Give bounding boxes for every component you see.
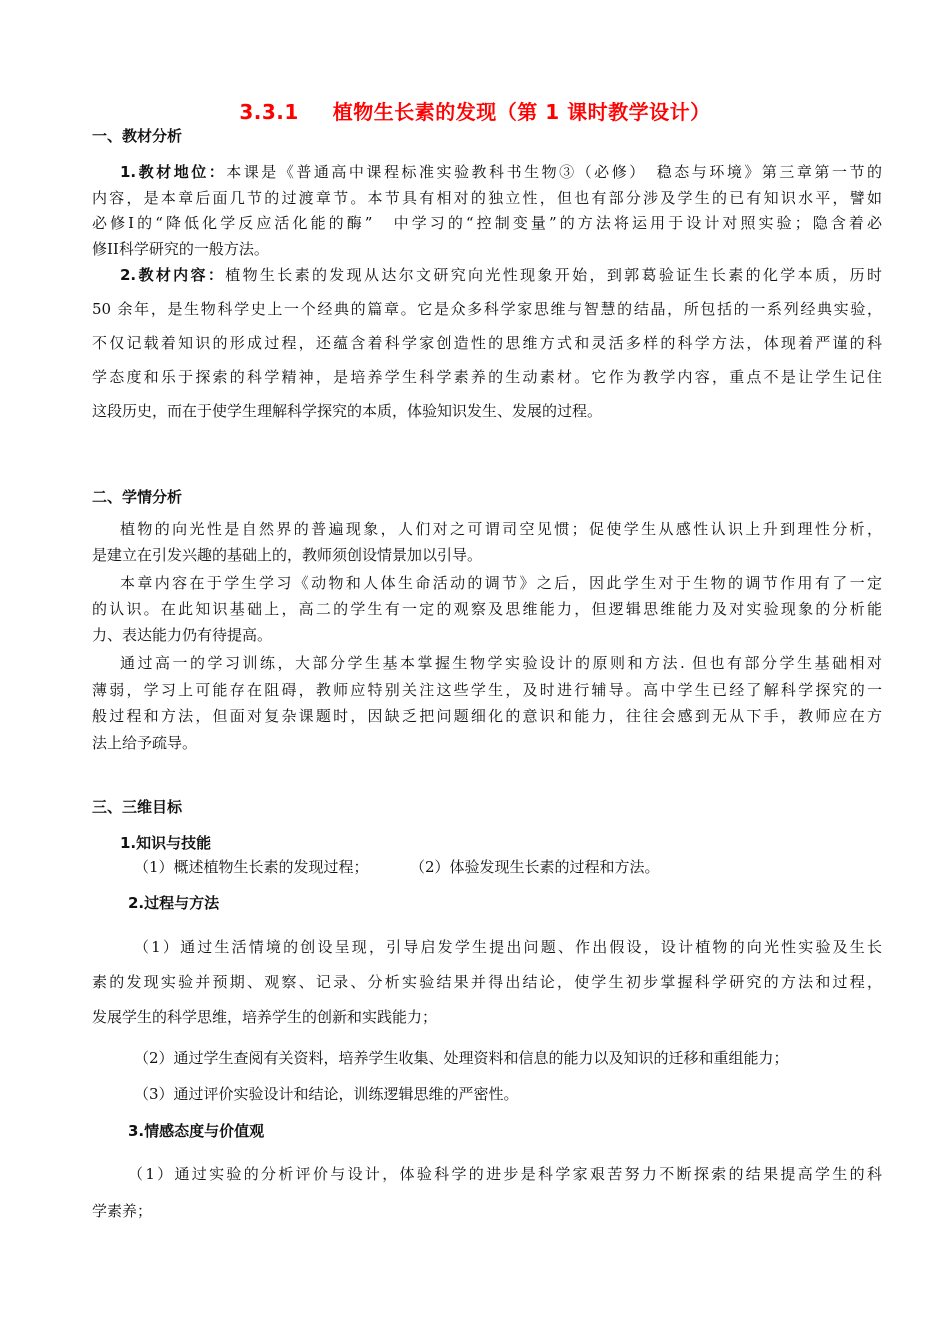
paragraph-line: 薄弱，学习上可能存在阻碍，教师应特别关注这些学生，及时进行辅导。高中学生已经了解科学探究的一 bbox=[92, 680, 882, 699]
objective-process-3: （3）通过评价实验设计和结论，训练逻辑思维的严密性。 bbox=[134, 1085, 519, 1103]
paragraph-line: 力、表达能力仍有待提高。 bbox=[92, 626, 273, 644]
paragraph-line: （1）通过实验的分析评价与设计，体验科学的进步是科学家艰苦努力不断探索的结果提高学生的科 bbox=[128, 1165, 882, 1183]
paragraph-line: 1.教材地位：本课是《普通高中课程标准实验教科书生物③（必修） 稳态与环境》第三章第一节的 bbox=[120, 163, 882, 181]
paragraph-line: 本章内容在于学生学习《动物和人体生命活动的调节》之后，因此学生对于生物的调节作用有了一定 bbox=[120, 574, 882, 592]
paragraph-student-ability bbox=[92, 650, 882, 756]
paragraph-line: 学素养； bbox=[92, 1202, 153, 1220]
paragraph-label: 2.教材内容： bbox=[120, 266, 226, 284]
objective-knowledge-2: （2）体验发现生长素的过程和方法。 bbox=[410, 858, 660, 876]
paragraph-textbook-content bbox=[92, 258, 882, 428]
paragraph-line: 必修Ⅰ的“降低化学反应活化能的酶” 中学习的“控制变量”的方法将运用于设计对照实验；隐含着必 bbox=[92, 214, 882, 232]
paragraph-student-phototropism bbox=[92, 516, 882, 568]
paragraph-line: 50 余年，是生物科学史上一个经典的篇章。它是众多科学家思维与智慧的结晶，所包括的一系列经典实验， bbox=[92, 300, 882, 318]
section-heading-objectives: 三、三维目标 bbox=[92, 798, 183, 816]
paragraph-line: 这段历史，而在于使学生理解科学探究的本质，体验知识发生、发展的过程。 bbox=[92, 402, 603, 420]
paragraph-line: （1）通过生活情境的创设呈现，引导启发学生提出问题、作出假设，设计植物的向光性实验及生长 bbox=[134, 938, 882, 956]
subheading-knowledge-skills: 1.知识与技能 bbox=[120, 834, 212, 852]
document-title bbox=[0, 96, 950, 125]
paragraph-line: 植物的向光性是自然界的普遍现象，人们对之可谓司空见惯；促使学生从感性认识上升到理性分析， bbox=[120, 520, 882, 538]
section-heading-textbook-analysis: 一、教材分析 bbox=[92, 127, 183, 145]
paragraph-line: 的认识。在此知识基础上，高二的学生有一定的观察及思维能力，但逻辑思维能力及对实验现象的分析能 bbox=[92, 600, 882, 618]
paragraph-line: 发展学生的科学思维，培养学生的创新和实践能力； bbox=[92, 1008, 438, 1026]
paragraph-textbook-position bbox=[92, 160, 882, 262]
section-heading-student-analysis: 二、学情分析 bbox=[92, 488, 183, 506]
objective-process-2: （2）通过学生查阅有关资料，培养学生收集、处理资料和信息的能力以及知识的迁移和重组能力； bbox=[134, 1049, 789, 1067]
paragraph-line: 般过程和方法，但面对复杂课题时，因缺乏把问题细化的意识和能力，往往会感到无从下手，教师应在方 bbox=[92, 707, 882, 725]
objective-process-1 bbox=[92, 930, 882, 1035]
paragraph-line: 内容，是本章后面几节的过渡章节。本节具有相对的独立性，但也有部分涉及学生的已有知识水平，譬如 bbox=[92, 188, 882, 207]
paragraph-line: 学态度和乐于探索的科学精神，是培养学生科学素养的生动素材。它作为教学内容，重点不是让学生记住 bbox=[92, 368, 882, 386]
objective-knowledge-1: （1）概述植物生长素的发现过程； bbox=[134, 858, 369, 876]
subheading-attitudes-values: 3.情感态度与价值观 bbox=[128, 1122, 265, 1140]
paragraph-student-knowledge bbox=[92, 570, 882, 648]
paragraph-line: 是建立在引发兴趣的基础上的，教师须创设情景加以引导。 bbox=[92, 546, 483, 564]
paragraph-line: 修II科学研究的一般方法。 bbox=[92, 239, 269, 258]
title-text: 植物生长素的发现（第 1 课时教学设计） bbox=[332, 100, 711, 124]
paragraph-label: 1.教材地位： bbox=[120, 163, 227, 181]
paragraph-line: 通过高一的学习训练，大部分学生基本掌握生物学实验设计的原则和方法. 但也有部分学生基础相对 bbox=[120, 654, 882, 672]
paragraph-line: 不仅记载着知识的形成过程，还蕴含着科学家创造性的思维方式和灵活多样的科学方法，体现着严谨的科 bbox=[92, 334, 882, 352]
paragraph-line: 素的发现实验并预期、观察、记录、分析实验结果并得出结论，使学生初步掌握科学研究的方法和过程， bbox=[92, 973, 882, 991]
title-number: 3.3.1 bbox=[239, 100, 299, 124]
objective-attitude-1 bbox=[92, 1156, 882, 1230]
paragraph-line: 法上给予疏导。 bbox=[92, 733, 198, 752]
paragraph-line: 2.教材内容：植物生长素的发现从达尔文研究向光性现象开始，到郭葛验证生长素的化学本质，历时 bbox=[120, 266, 882, 284]
subheading-process-methods: 2.过程与方法 bbox=[128, 894, 220, 912]
